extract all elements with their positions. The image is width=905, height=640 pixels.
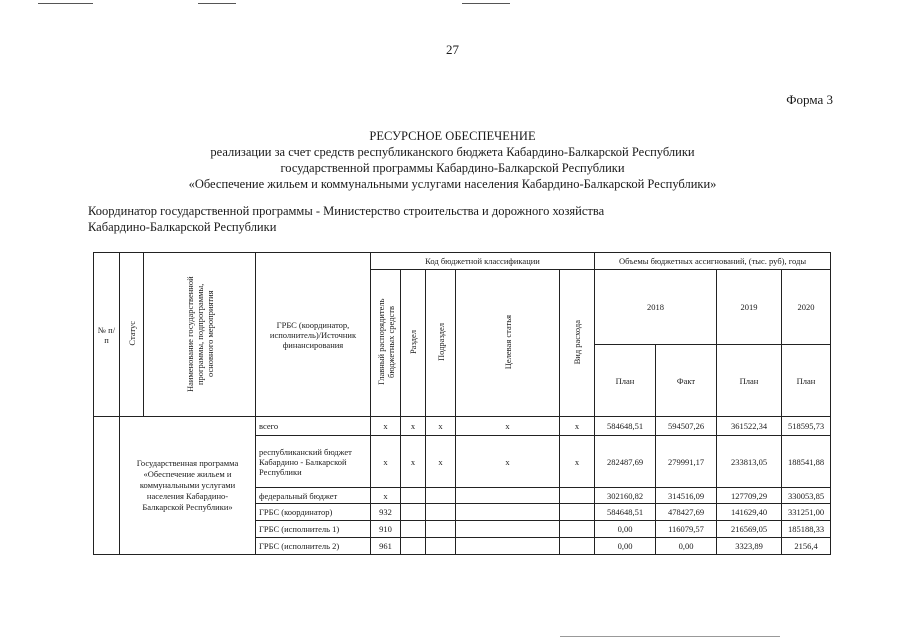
coordinator-line-1: Координатор государственной программы - Министерство строительства и дорожного хозяйства bbox=[88, 204, 605, 218]
grbs-cell: 910 bbox=[371, 521, 401, 538]
plan-2018-cell: 584648,51 bbox=[595, 504, 656, 521]
target-item-cell bbox=[456, 521, 560, 538]
document-subtitle-1: реализации за счет средств республиканского бюджета Кабардино-Балкарской Республики bbox=[210, 145, 695, 159]
expense-type-cell: x bbox=[560, 417, 595, 436]
target-item-cell bbox=[456, 488, 560, 504]
coordinator-line-2: Кабардино-Балкарской Республики bbox=[88, 220, 277, 234]
plan-2018-cell: 0,00 bbox=[595, 538, 656, 555]
subsection-cell bbox=[426, 504, 456, 521]
document-subtitle-3: «Обеспечение жильем и коммунальными услугами населения Кабардино-Балкарской Республики» bbox=[188, 177, 717, 191]
header-grbs: ГРБС (координатор, исполнитель)/Источник финансирования bbox=[256, 253, 371, 417]
grbs-cell: x bbox=[371, 436, 401, 488]
header-name: Наименование государственной программы, подпрограммы, основного мероприятия bbox=[144, 253, 256, 417]
header-main-manager: Главный распорядитель бюджетных средств bbox=[371, 270, 401, 417]
section-cell bbox=[401, 538, 426, 555]
plan-2020-cell: 518595,73 bbox=[782, 417, 831, 436]
grbs-cell: x bbox=[371, 417, 401, 436]
source-cell: ГРБС (исполнитель 2) bbox=[256, 538, 371, 555]
expense-type-cell bbox=[560, 504, 595, 521]
header-year-2020: 2020 bbox=[782, 270, 831, 345]
plan-2018-cell: 302160,82 bbox=[595, 488, 656, 504]
header-subsection: Подраздел bbox=[426, 270, 456, 417]
target-item-cell: x bbox=[456, 436, 560, 488]
source-cell: всего bbox=[256, 417, 371, 436]
section-cell: x bbox=[401, 436, 426, 488]
section-cell bbox=[401, 521, 426, 538]
scan-mark bbox=[462, 3, 510, 4]
header-budget-code: Код бюджетной классификации bbox=[371, 253, 595, 270]
header-target-item: Целевая статья bbox=[456, 270, 560, 417]
expense-type-cell: x bbox=[560, 436, 595, 488]
table-row bbox=[94, 417, 831, 436]
header-status: Статус bbox=[120, 253, 144, 417]
target-item-cell bbox=[456, 538, 560, 555]
program-name: Государственная программа «Обеспечение жильем и коммунальными услугами населения Кабардино-Балкарской Республики» bbox=[120, 417, 256, 555]
header-year-2018: 2018 bbox=[595, 270, 717, 345]
section-cell: x bbox=[401, 417, 426, 436]
plan-2019-cell: 216569,05 bbox=[717, 521, 782, 538]
plan-2018-cell: 282487,69 bbox=[595, 436, 656, 488]
scan-mark bbox=[560, 636, 780, 637]
fact-2018-cell: 279991,17 bbox=[656, 436, 717, 488]
target-item-cell bbox=[456, 504, 560, 521]
plan-2020-cell: 2156,4 bbox=[782, 538, 831, 555]
source-cell: федеральный бюджет bbox=[256, 488, 371, 504]
header-volumes: Объемы бюджетных ассигнований, (тыс. руб), годы bbox=[595, 253, 831, 270]
subsection-cell: x bbox=[426, 417, 456, 436]
header-num: № п/п bbox=[94, 253, 120, 417]
plan-2019-cell: 233813,05 bbox=[717, 436, 782, 488]
fact-2018-cell: 0,00 bbox=[656, 538, 717, 555]
target-item-cell: x bbox=[456, 417, 560, 436]
source-cell: ГРБС (исполнитель 1) bbox=[256, 521, 371, 538]
subsection-cell: x bbox=[426, 436, 456, 488]
fact-2018-cell: 116079,57 bbox=[656, 521, 717, 538]
fact-2018-cell: 478427,69 bbox=[656, 504, 717, 521]
plan-2020-cell: 330053,85 bbox=[782, 488, 831, 504]
fact-2018-cell: 594507,26 bbox=[656, 417, 717, 436]
header-plan-2019: План bbox=[717, 345, 782, 417]
form-label: Форма 3 bbox=[786, 92, 833, 107]
grbs-cell: x bbox=[371, 488, 401, 504]
row-number bbox=[94, 417, 120, 555]
expense-type-cell bbox=[560, 488, 595, 504]
plan-2020-cell: 188541,88 bbox=[782, 436, 831, 488]
expense-type-cell bbox=[560, 521, 595, 538]
header-year-2019: 2019 bbox=[717, 270, 782, 345]
resource-table bbox=[93, 252, 831, 555]
source-cell: республиканский бюджет Кабардино - Балкарской Республики bbox=[256, 436, 371, 488]
page-number: 27 bbox=[446, 42, 459, 57]
plan-2020-cell: 331251,00 bbox=[782, 504, 831, 521]
plan-2019-cell: 3323,89 bbox=[717, 538, 782, 555]
plan-2019-cell: 141629,40 bbox=[717, 504, 782, 521]
plan-2018-cell: 584648,51 bbox=[595, 417, 656, 436]
plan-2019-cell: 127709,29 bbox=[717, 488, 782, 504]
subsection-cell bbox=[426, 488, 456, 504]
section-cell bbox=[401, 488, 426, 504]
header-plan-2020: План bbox=[782, 345, 831, 417]
plan-2018-cell: 0,00 bbox=[595, 521, 656, 538]
grbs-cell: 961 bbox=[371, 538, 401, 555]
plan-2019-cell: 361522,34 bbox=[717, 417, 782, 436]
expense-type-cell bbox=[560, 538, 595, 555]
plan-2020-cell: 185188,33 bbox=[782, 521, 831, 538]
subsection-cell bbox=[426, 521, 456, 538]
section-cell bbox=[401, 504, 426, 521]
header-plan-2018: План bbox=[595, 345, 656, 417]
document-subtitle-2: государственной программы Кабардино-Балкарской Республики bbox=[280, 161, 625, 175]
subsection-cell bbox=[426, 538, 456, 555]
source-cell: ГРБС (координатор) bbox=[256, 504, 371, 521]
document-title: РЕСУРСНОЕ ОБЕСПЕЧЕНИЕ bbox=[369, 129, 536, 143]
fact-2018-cell: 314516,09 bbox=[656, 488, 717, 504]
grbs-cell: 932 bbox=[371, 504, 401, 521]
scan-mark bbox=[38, 3, 93, 4]
scan-mark bbox=[198, 3, 236, 4]
header-expense-type: Вид расхода bbox=[560, 270, 595, 417]
header-section: Раздел bbox=[401, 270, 426, 417]
header-fact-2018: Факт bbox=[656, 345, 717, 417]
